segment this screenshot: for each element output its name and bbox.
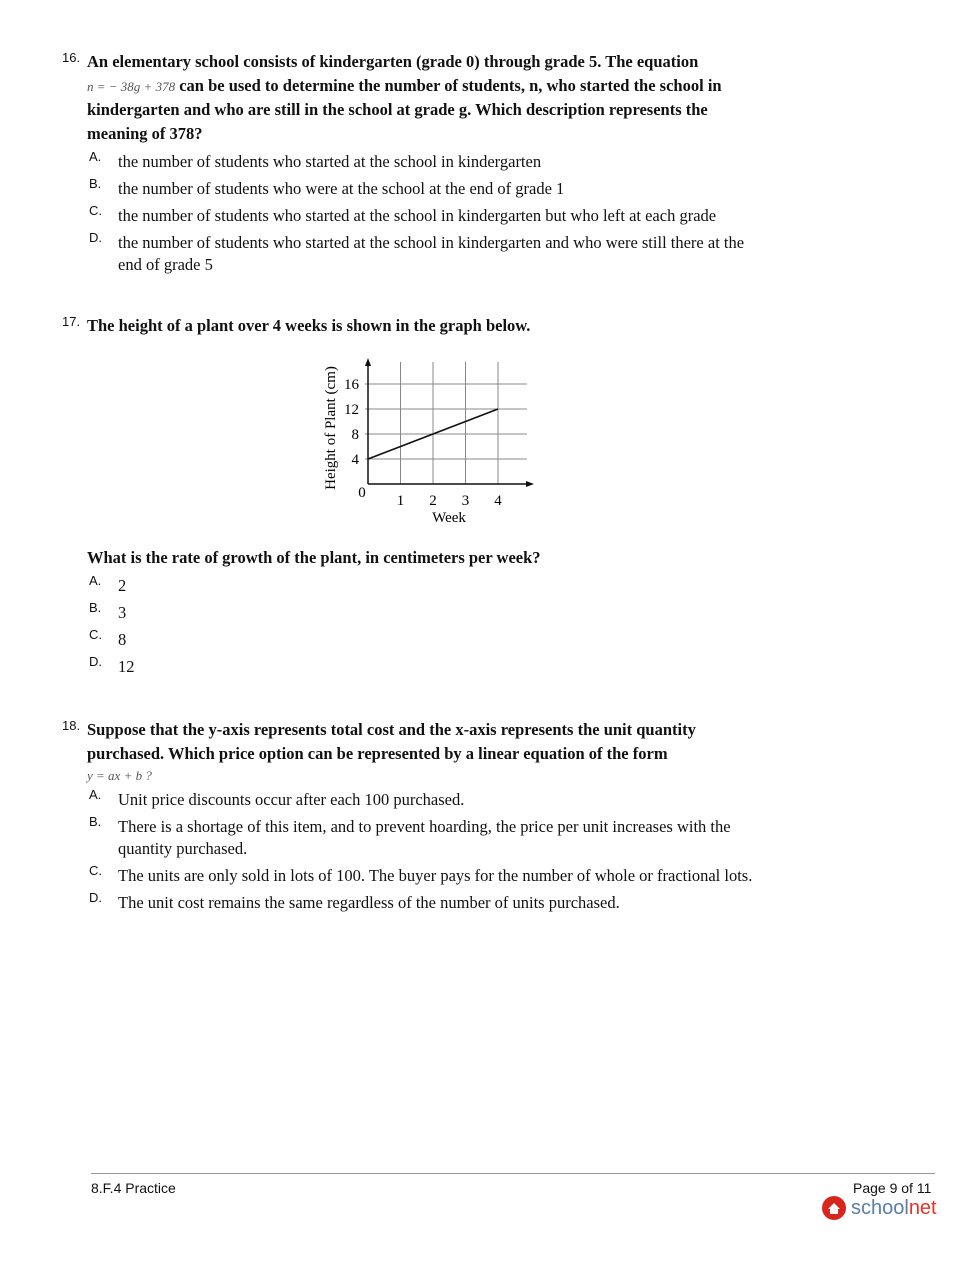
y-axis-arrow-icon [365,358,371,366]
option-a[interactable]: A. the number of students who started at the school in kindergarten [89,149,542,171]
x-tick-label: 0 [358,485,366,501]
option-d[interactable]: D. The unit cost remains the same regardless of the number of units purchased. [89,890,620,912]
equation: n = − 38g + 378 [87,78,176,94]
question-stem: The height of a plant over 4 weeks is shown in the graph below. [87,316,531,335]
x-tick-label: 1 [396,493,405,509]
x-axis-arrow-icon [526,481,534,487]
option-a[interactable]: A. Unit price discounts occur after each 100 purchased. [89,787,465,809]
home-icon [821,1195,847,1221]
x-tick-label: 3 [461,493,470,509]
option-c[interactable]: C. the number of students who started at the school in kindergarten but who left at each grade [89,203,717,225]
question-18 [62,718,762,914]
question-number: 17. [62,314,81,329]
option-c[interactable]: C. 8 [89,626,127,649]
option-d[interactable]: D. the number of students who started at the school in kindergarten and who were still there at the end of grade 5 [89,230,745,274]
question-stem: What is the rate of growth of the plant, in centimeters per week? [87,548,541,567]
option-d[interactable]: D. 12 [89,653,135,676]
question-stem: An elementary school consists of kindergarten (grade 0) through grade 5. The equation n = − 38g + 378 can be used to determine the number of students, n, who started the school in kindergarten and who are still in the school at grade g. Which description represents the meaning of 378? [87,52,722,143]
y-tick-label: 8 [351,427,359,443]
x-tick-label: 2 [429,493,437,509]
option-c[interactable]: C. The units are only sold in lots of 100. The buyer pays for the number of whole or fractional lots. [89,863,753,885]
question-17-part2 [62,546,762,678]
option-b[interactable]: B. 3 [89,599,127,622]
schoolnet-logo: schoolnet [821,1195,937,1221]
y-tick-label: 4 [351,452,359,468]
x-axis-label: Week [432,510,466,526]
footer-divider [91,1173,935,1174]
question-stem: Suppose that the y-axis represents total cost and the x-axis represents the unit quantity purchased. Which price option can be represented by a linear equation of the form [87,720,696,763]
y-axis-label: Height of Plant (cm) [323,366,339,490]
page-number: Page 9 of 11 [853,1180,932,1196]
plant-height-graph [0,0,979,560]
y-tick-label: 16 [344,377,359,393]
y-tick-label: 12 [344,402,359,418]
equation: y = ax + b ? [87,768,152,783]
option-b[interactable]: B. There is a shortage of this item, and to prevent hoarding, the price per unit increases with the quantity purchased. [89,814,731,858]
option-b[interactable]: B. the number of students who were at the school at the end of grade 1 [89,176,565,198]
option-a[interactable]: A. 2 [89,572,127,595]
x-tick-label: 4 [494,493,502,509]
question-number: 16. [62,50,81,65]
question-number: 18. [62,718,81,733]
footer-title: 8.F.4 Practice [91,1180,176,1196]
